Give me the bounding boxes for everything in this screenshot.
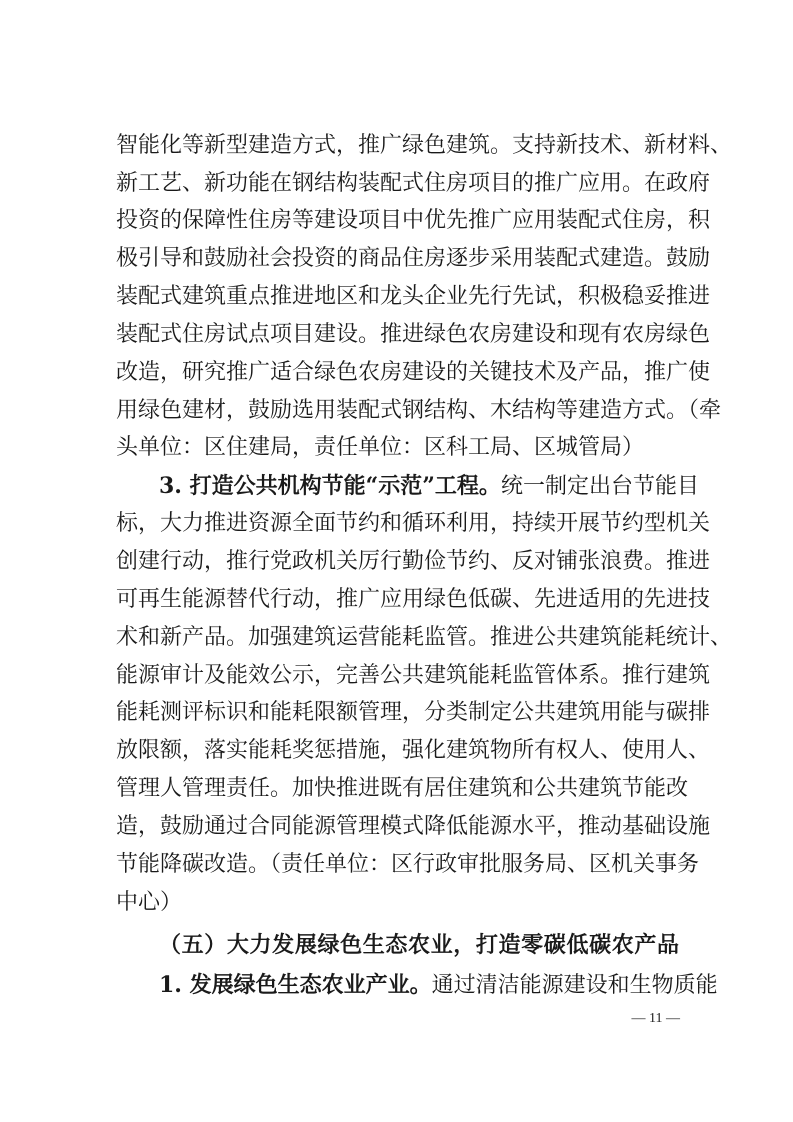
- paragraph-line: 用绿色建材，鼓励选用装配式钢结构、木结构等建造方式。（牵: [116, 398, 722, 423]
- paragraph-line: 中心）: [116, 890, 183, 915]
- paragraph-line: 投资的保障性住房等建设项目中优先推广应用装配式住房，积: [116, 208, 711, 233]
- paragraph-line: 标，大力推进资源全面节约和循环利用，持续开展节约型机关: [116, 511, 711, 536]
- section-1-first-line-text: 通过清洁能源建设和生物质能: [431, 973, 718, 998]
- paragraph-line: 智能化等新型建造方式，推广绿色建筑。支持新技术、新材料、: [116, 133, 733, 158]
- section-3-first-line-text: 统一制定出台节能目: [500, 474, 699, 499]
- section-3-first-line: [159, 468, 699, 504]
- page-number: — 11 —: [631, 1011, 680, 1026]
- paragraph-line: 造，鼓励通过合同能源管理模式降低能源水平，推动基础设施: [116, 814, 711, 839]
- paragraph-line: 管理人管理责任。加快推进既有居住建筑和公共建筑节能改: [116, 776, 689, 801]
- section-1-title: 1. 发展绿色生态农业产业。: [159, 972, 432, 998]
- paragraph-line: 节能降碳改造。（责任单位：区行政审批服务局、区机关事务: [116, 852, 700, 877]
- paragraph-line: 创建行动，推行党政机关厉行勤俭节约、反对铺张浪费。推进: [116, 549, 711, 574]
- paragraph-line: 可再生能源替代行动，推广应用绿色低碳、先进适用的先进技: [116, 587, 711, 612]
- section-1-first-line: [159, 967, 718, 1003]
- section-heading: （五）大力发展绿色生态农业，打造零碳低碳农产品: [159, 932, 679, 958]
- paragraph-line: 术和新产品。加强建筑运营能耗监管。推进公共建筑能耗统计、: [116, 625, 733, 650]
- section-3-title: 3. 打造公共机构节能“示范”工程。: [159, 473, 501, 499]
- paragraph-line: 装配式建筑重点推进地区和龙头企业先行先试，积极稳妥推进: [116, 284, 711, 309]
- paragraph-line: 能耗测评标识和能耗限额管理，分类制定公共建筑用能与碳排: [116, 700, 711, 725]
- paragraph-line: 能源审计及能效公示，完善公共建筑能耗监管体系。推行建筑: [116, 663, 711, 688]
- paragraph-line: 放限额，落实能耗奖惩措施，强化建筑物所有权人、使用人、: [116, 738, 711, 763]
- paragraph-line: 装配式住房试点项目建设。推进绿色农房建设和现有农房绿色: [116, 322, 711, 347]
- paragraph-line: 头单位：区住建局，责任单位：区科工局、区城管局）: [116, 435, 645, 460]
- paragraph-line: 改造，研究推广适合绿色农房建设的关键技术及产品，推广使: [116, 360, 711, 385]
- paragraph-line: 新工艺、新功能在钢结构装配式住房项目的推广应用。在政府: [116, 171, 711, 196]
- paragraph-line: 极引导和鼓励社会投资的商品住房逐步采用装配式建造。鼓励: [116, 246, 711, 271]
